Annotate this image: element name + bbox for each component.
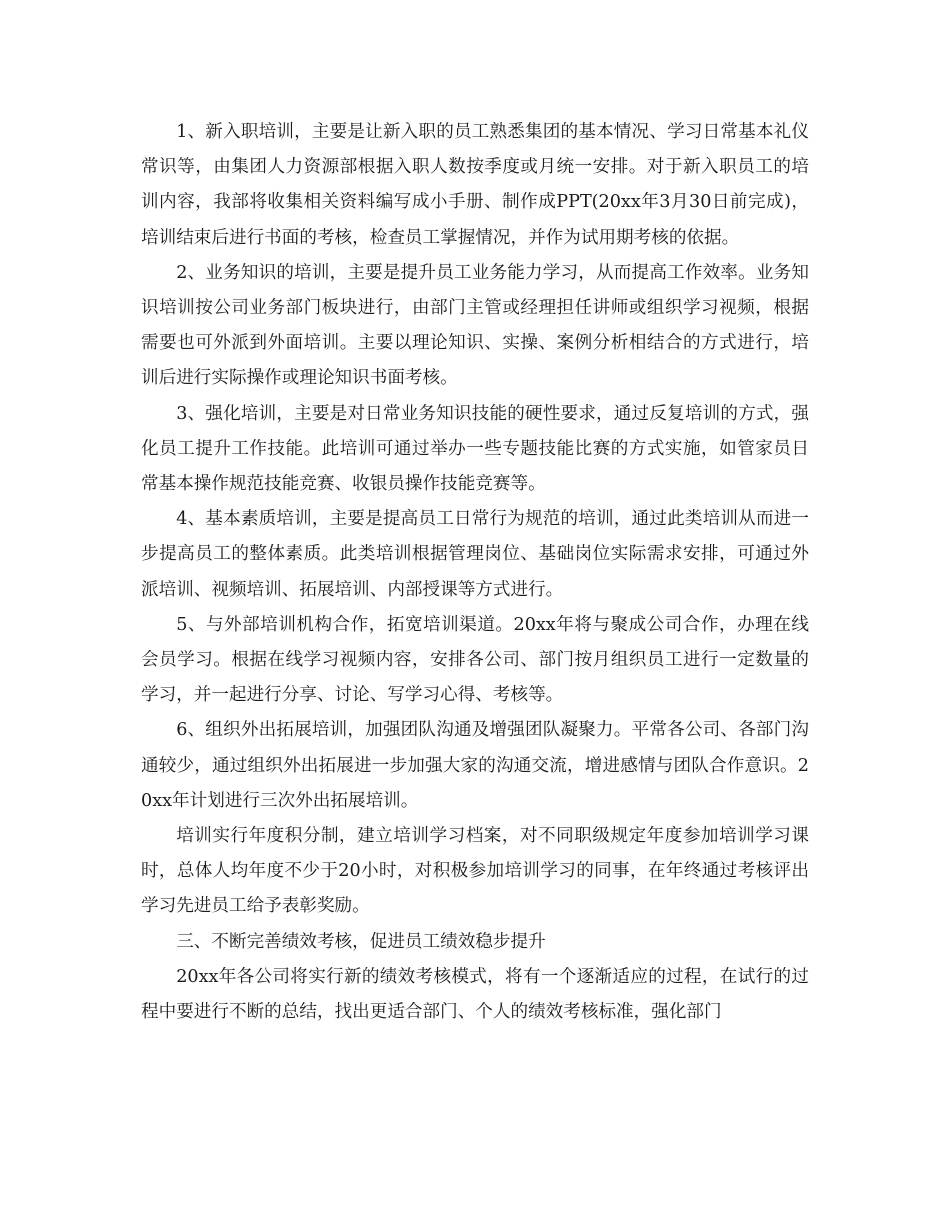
paragraph-basic-quality-training: 4、基本素质培训，主要是提高员工日常行为规范的培训，通过此类培训从而进一步提高员工的整体素质。此类培训根据管理岗位、基础岗位实际需求安排，可通过外派培训、视频培训、拓展培训、内部授课等方式进行。 [141, 509, 809, 600]
paragraph-performance-model: 20xx年各公司将实行新的绩效考核模式，将有一个逐渐适应的过程，在试行的过程中要进行不断的总结，找出更适合部门、个人的绩效考核标准，强化部门 [141, 966, 809, 1023]
section-heading-performance: 三、不断完善绩效考核，促进员工绩效稳步提升 [176, 931, 546, 952]
paragraph-annual-credit-system: 培训实行年度积分制，建立培训学习档案，对不同职级规定年度参加培训学习课时，总体人均年度不少于20小时，对积极参加培训学习的同事，在年终通过考核评出学习先进员工给予表彰奖励。 [141, 826, 809, 917]
paragraph-intensive-training: 3、强化培训，主要是对日常业务知识技能的硬性要求，通过反复培训的方式，强化员工提升工作技能。此培训可通过举办一些专题技能比赛的方式实施，如管家员日常基本操作规范技能竞赛、收银员操作技能竞赛等。 [141, 403, 809, 495]
paragraph-new-hire-training: 1、新入职培训，主要是让新入职的员工熟悉集团的基本情况、学习日常基本礼仪常识等，由集团人力资源部根据入职人数按季度或月统一安排。对于新入职员工的培训内容，我部将收集相关资料编写成小手册、制作成PPT(20xx年3月30日前完成)，培训结束后进行书面的考核，检查员工掌握情况，并作为试用期考核的依据。 [141, 122, 809, 248]
paragraph-external-partnership: 5、与外部培训机构合作，拓宽培训渠道。20xx年将与聚成公司合作，办理在线会员学习。根据在线学习视频内容，安排各公司、部门按月组织员工进行一定数量的学习，并一起进行分享、讨论、写学习心得、考核等。 [141, 614, 809, 706]
paragraph-outdoor-team-training: 6、组织外出拓展培训，加强团队沟通及增强团队凝聚力。平常各公司、各部门沟通较少，通过组织外出拓展进一步加强大家的沟通交流，增进感情与团队合作意识。20xx年计划进行三次外出拓展培训。 [141, 720, 809, 811]
paragraph-business-knowledge-training: 2、业务知识的培训，主要是提升员工业务能力学习，从而提高工作效率。业务知识培训按公司业务部门板块进行，由部门主管或经理担任讲师或组织学习视频，根据需要也可外派到外面培训。主要以理论知识、实操、案例分析相结合的方式进行，培训后进行实际操作或理论知识书面考核。 [141, 262, 809, 389]
document-body [141, 115, 809, 1030]
